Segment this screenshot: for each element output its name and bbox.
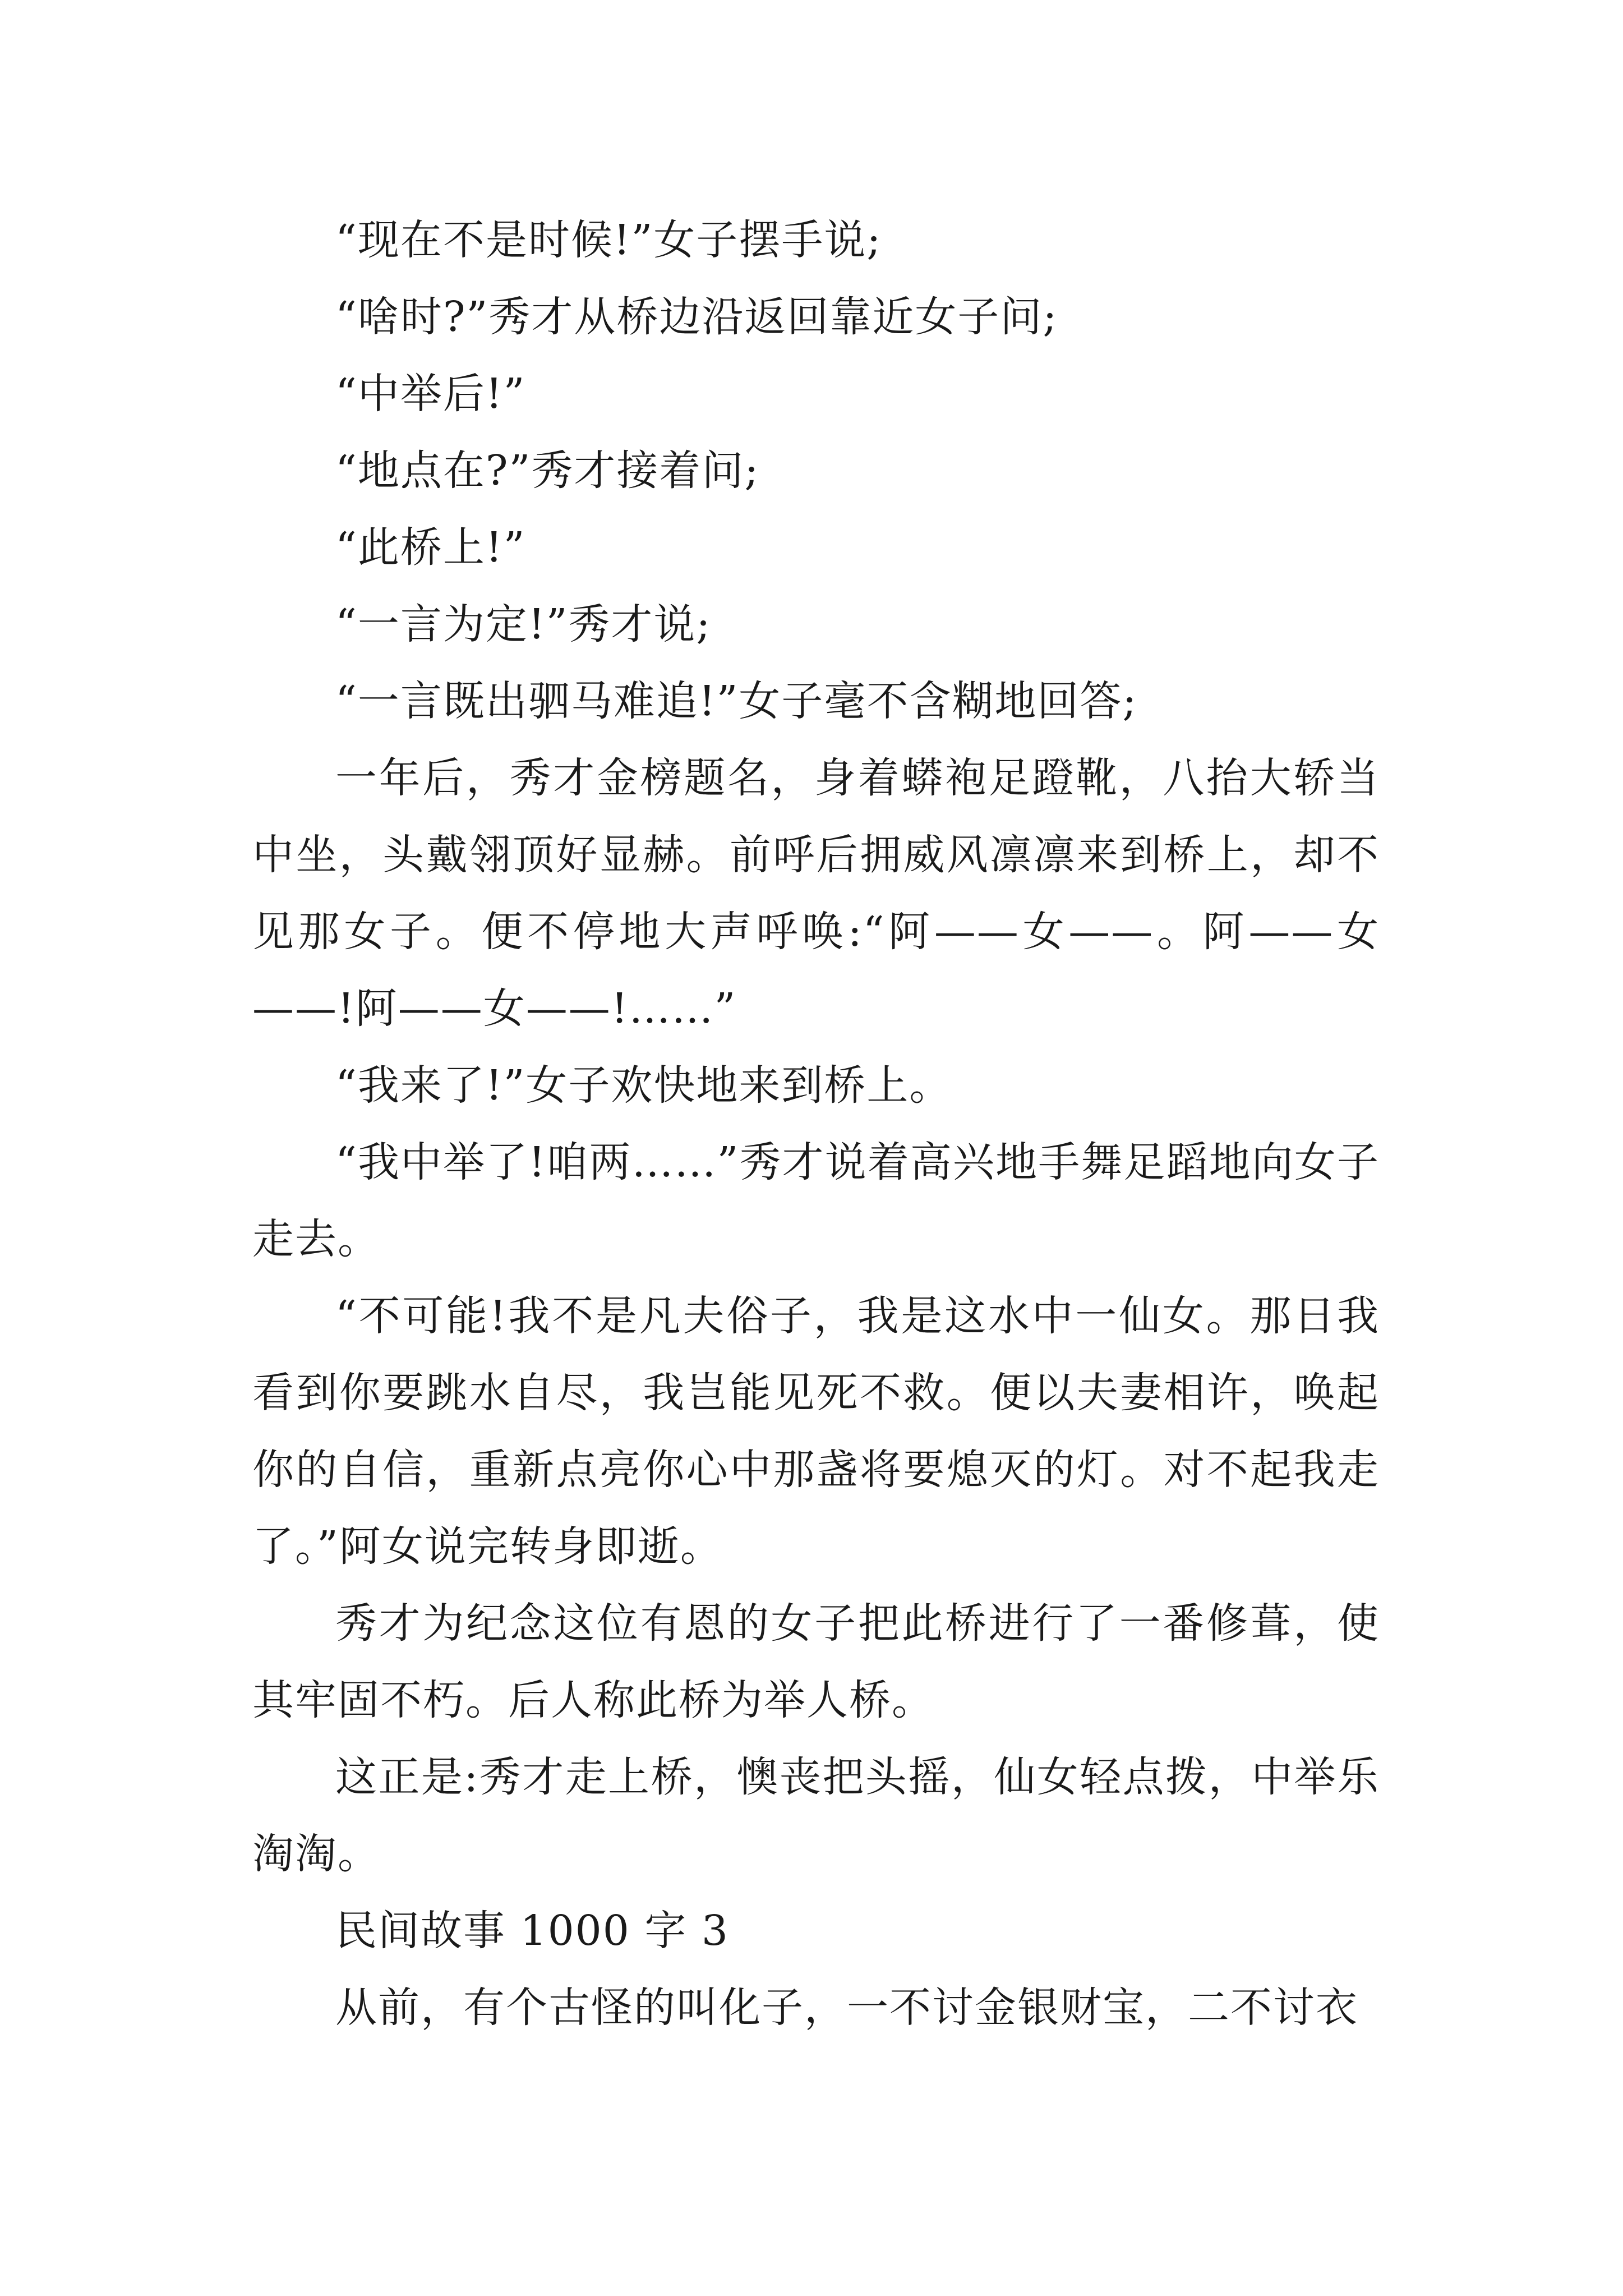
story-paragraph: 一年后，秀才金榜题名，身着蟒袍足蹬靴，八抬大轿当中坐，头戴翎顶好显赫。前呼后拥威风凛凛来到桥上，却不见那女子。便不停地大声呼唤:“阿——女——。阿——女——!阿——女——!……” [252,754,1380,1033]
dialogue-line: “现在不是时候!”女子摆手说; [335,216,882,264]
dialogue-line: “此桥上!” [335,523,526,572]
story-paragraph: 从前，有个古怪的叫化子，一不讨金银财宝，二不讨衣 [335,1984,1358,2032]
dialogue-line: “一言既出驷马难追!”女子毫不含糊地回答; [335,677,1138,725]
story-paragraph: 这正是:秀才走上桥，懊丧把头摇，仙女轻点拨，中举乐淘淘。 [252,1753,1380,1878]
story-paragraph: “我中举了!咱两……”秀才说着高兴地手舞足蹈地向女子走去。 [252,1138,1380,1263]
dialogue-line: “地点在?”秀才接着问; [335,447,760,495]
dialogue-line: “一言为定!”秀才说; [335,600,712,648]
story-paragraph: 秀才为纪念这位有恩的女子把此桥进行了一番修葺，使其牢固不朽。后人称此桥为举人桥。 [252,1599,1380,1724]
dialogue-line: “中举后!” [335,370,526,418]
dialogue-line: “我来了!”女子欢快地来到桥上。 [335,1061,952,1110]
dialogue-line: “啥时?”秀才从桥边沿返回靠近女子问; [335,293,1058,341]
document-body [252,202,1380,2046]
section-heading: 民间故事 1000 字 3 [335,1907,729,1955]
story-paragraph: “不可能!我不是凡夫俗子，我是这水中一仙女。那日我看到你要跳水自尽，我岂能见死不救。便以夫妻相许，唤起你的自信，重新点亮你心中那盏将要熄灭的灯。对不起我走了。”阿女说完转身即逝。 [252,1292,1380,1571]
